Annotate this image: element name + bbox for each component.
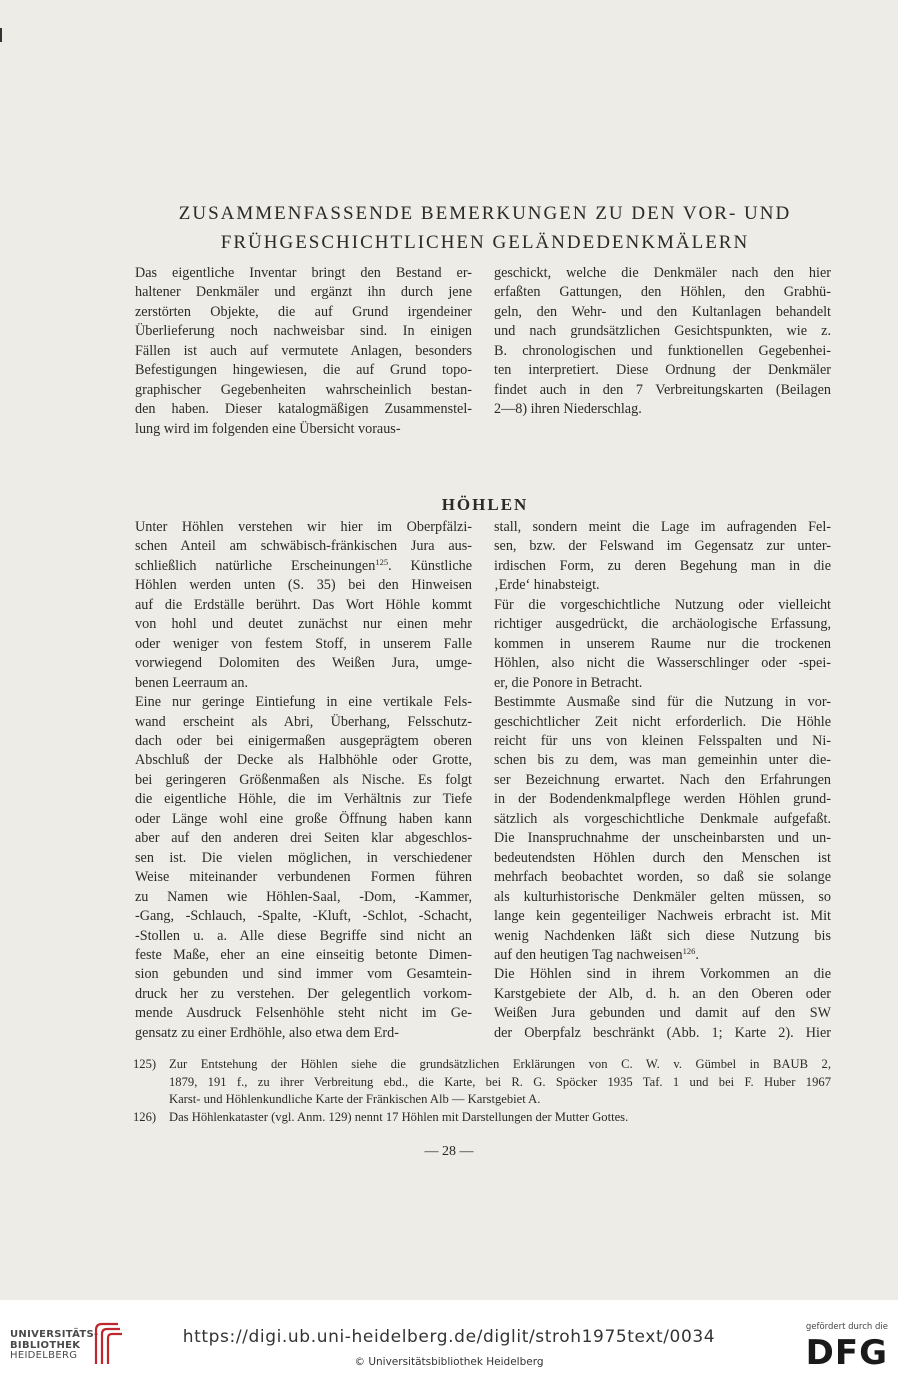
text-line: Bestimmte Ausmaße sind für die Nutzung in vor- <box>494 694 831 711</box>
footnote-text <box>169 1056 831 1109</box>
text-line: B. chronologischen und funktionellen Gegebenhei- <box>494 342 831 359</box>
text-line: lung wird im folgenden eine Übersicht voraus- <box>135 420 401 437</box>
footnotes <box>133 1056 831 1126</box>
text-line: geschickt, welche die Denkmäler nach den hier <box>494 265 831 281</box>
text-line: auf die Erdställe berührt. Das Wort Höhle kommt <box>135 596 472 613</box>
body-right-column <box>494 518 831 1043</box>
text-line: Befestigungen hingewiesen, die auf Grund topo- <box>135 362 472 379</box>
footnote-line: Das Höhlenkataster (vgl. Anm. 129) nennt 17 Höhlen mit Darstellungen der Mutter Gottes. <box>169 1109 629 1124</box>
text-line: oder Länge wohl eine große Öffnung haben kann <box>135 810 472 827</box>
text-line: schließlich natürliche Erscheinungen$^{125}$. Künstliche <box>135 556 473 574</box>
library-name-line: UNIVERSITÄTS- <box>10 1329 99 1340</box>
text-line: mehrfach beobachtet worden, so daß sie solange <box>494 869 831 886</box>
text-line: der Oberpfalz beschränkt (Abb. 1; Karte 2). Hier <box>494 1024 831 1041</box>
text-line: geschichtlicher Zeit nicht erforderlich. Die Höhle <box>494 713 831 730</box>
text-line: Überlieferung noch nachweisbar sind. In einigen <box>135 323 472 340</box>
footnote-reference-tail: . <box>695 946 699 963</box>
text-line: vorwiegend Dolomiten des Weißen Jura, umge- <box>135 655 472 672</box>
text-line: mende Ausdruck Felsenhöhle steht nicht im Ge- <box>135 1005 472 1022</box>
text-line: geln, den Wehr- und den Kultanlagen behandelt <box>494 303 831 320</box>
permalink-url[interactable]: https://digi.ub.uni-heidelberg.de/diglit/stroh1975text/0034 <box>182 1327 716 1347</box>
text-line: lange kein gegenteiliger Nachweis erbracht ist. Mit <box>494 908 831 925</box>
copyright-notice: © Universitätsbibliothek Heidelberg <box>354 1356 544 1368</box>
footnote-text <box>169 1109 831 1127</box>
text-line: und nach grundsätzlichen Gesichtspunkten, wie z. <box>494 323 831 340</box>
text-line: Fällen ist auch auf vermutete Anlagen, besonders <box>135 342 472 359</box>
text-line: Höhlen, also nicht die Wasserschlinger oder -spei- <box>494 655 831 672</box>
text-line: zu Namen wie Höhlen-Saal, -Dom, -Kammer, <box>135 888 472 905</box>
intro-right-column <box>494 264 831 420</box>
footnote <box>133 1056 831 1109</box>
text-line: schen bis zu dem, was man gemeinhin unter die- <box>494 752 831 769</box>
text-line: stall, sondern meint die Lage im aufragenden Fel- <box>494 519 831 535</box>
text-line: zerstörten Objekte, die auf Grund irgendeiner <box>135 303 472 320</box>
chapter-title <box>120 199 850 257</box>
text-line: wand erscheint als Abri, Überhang, Felsschutz- <box>135 713 472 730</box>
text-line: -Stollen u. a. Alle diese Begriffe sind nicht an <box>135 927 472 944</box>
library-name-line: BIBLIOTHEK <box>10 1339 81 1351</box>
text-line: richtiger ausgedrückt, die archäologische Erfassung, <box>494 616 831 633</box>
text-line: bedeutendsten Höhlen durch den Menschen ist <box>494 849 831 866</box>
page-number: — 28 — <box>424 1144 474 1159</box>
text-line: Weise miteinander verbundenen Formen führen <box>135 869 472 886</box>
text-line: den haben. Dieser katalogmäßigen Zusammenstel- <box>135 401 472 418</box>
text-line: die eigentliche Höhle, die im Verhältnis zur Tiefe <box>135 791 472 808</box>
text-line: 2—8) ihren Niederschlag. <box>494 401 642 418</box>
text-line: Die Inanspruchnahme der unscheinbarsten und un- <box>494 830 831 847</box>
funded-by-label: gefördert durch die <box>805 1322 888 1332</box>
text-line: Höhlen werden unten (S. 35) bei den Hinweisen <box>135 577 472 594</box>
text-line: Abschluß der Decke als Halbhöhle oder Grotte, <box>135 752 472 769</box>
text-line: reicht für uns von kleinen Felsspalten und Ni- <box>494 732 831 749</box>
text-line: sen, bzw. der Felswand im Gegensatz zur unter- <box>494 538 831 555</box>
text-line: Für die vorgeschichtliche Nutzung oder vielleicht <box>494 596 831 613</box>
footnote-reference[interactable]: 126 <box>682 945 696 956</box>
footnote-line: Zur Entstehung der Höhlen siehe die grundsätzlichen Erklärungen von C. W. v. Gümbel in BAUB 2, <box>169 1057 831 1071</box>
text-line: Unter Höhlen verstehen wir hier im Oberpfälzi- <box>135 519 472 535</box>
text-line: irdischen Form, zu deren Begehung man in die <box>494 557 831 574</box>
text-line: sion gebunden und sind immer vom Gesamtein- <box>135 966 472 983</box>
text-line: kommen in unserem Raume nur die trockenen <box>494 635 831 652</box>
text-line: in der Bodendenkmalpflege werden Höhlen grund- <box>494 791 831 808</box>
text-line: er, die Ponore in Betracht. <box>494 674 643 691</box>
text-line: sätzlich als vorgeschichtliche Denkmale aufgefaßt. <box>494 810 831 827</box>
footnote-number: 126) <box>133 1109 157 1124</box>
intro-left-column <box>135 264 472 439</box>
text-line: wenig Nachdenken läßt sich diese Nutzung bis <box>494 927 831 944</box>
body-left-column <box>135 518 472 1043</box>
text-line: sen ist. Die vielen möglichen, in verschiedener <box>135 849 472 866</box>
footnote-line: 1879, 191 f., zu ihrer Verbreitung ebd., die Karte, bei R. G. Spöcker 1935 Taf. 1 und bei F. Huber 1967 <box>169 1074 831 1089</box>
footnote-line: Karst- und Höhlenkundliche Karte der Fränkischen Alb — Karstgebiet A. <box>169 1092 541 1106</box>
text-line: oder weniger von festem Stoff, in unserem Falle <box>135 635 472 652</box>
chapter-title-line: FRÜHGESCHICHTLICHEN GELÄNDEDENKMÄLERN <box>220 231 750 253</box>
chapter-title-line: ZUSAMMENFASSENDE BEMERKUNGEN ZU DEN VOR- UND <box>178 202 792 224</box>
text-line: Karstgebiete der Alb, d. h. an den Oberen oder <box>494 985 831 1002</box>
text-line: dach oder bei einigermaßen ausgeprägtem oberen <box>135 732 472 749</box>
text-line: Das eigentliche Inventar bringt den Bestand er- <box>135 265 472 281</box>
footnote-reference[interactable]: 125 <box>375 556 389 567</box>
section-title: HÖHLEN <box>441 495 529 515</box>
text-line: haltener Denkmäler und ergänzt ihn durch jene <box>135 284 472 301</box>
text-line: graphischer Gegebenheiten wahrscheinlich bestan- <box>135 381 472 398</box>
text-line: ser Bezeichnung erwartet. Nach den Erfahrungen <box>494 771 831 788</box>
text-line: -Gang, -Schlauch, -Spalte, -Kluft, -Schlot, -Schacht, <box>135 908 472 925</box>
dfg-logo[interactable]: DFG <box>805 1333 888 1373</box>
text-line: erfaßten Gattungen, den Höhlen, den Grabhü- <box>494 284 831 301</box>
footnote-number: 125) <box>133 1057 157 1071</box>
crop-mark <box>0 28 2 42</box>
text-line: feste Maße, eher an eine einseitig betonte Dimen- <box>135 946 472 963</box>
text-line: gensatz zu einer Erdhöhle, also etwa dem Erd- <box>135 1024 399 1041</box>
text-line: als kulturhistorische Denkmäler gelten müssen, so <box>494 888 831 905</box>
text-line: aber auf den anderen drei Seiten klar abgeschlos- <box>135 830 472 847</box>
text-line: ‚Erde‘ hinabsteigt. <box>494 577 600 594</box>
text-line: auf den heutigen Tag nachweisen$^{126}$. <box>494 945 699 963</box>
text-line: schen Anteil am schwäbisch-fränkischen Jura aus- <box>135 538 472 555</box>
text-line: Eine nur geringe Eintiefung in eine vertikale Fels- <box>135 694 472 711</box>
library-name-line: HEIDELBERG <box>10 1350 78 1361</box>
text-line: von hohl und deutet zunächst nur einen mehr <box>135 616 472 633</box>
footnote <box>133 1109 831 1127</box>
text-line: Weißen Jura gebunden und damit auf den SW <box>494 1005 831 1022</box>
viewer-footer <box>0 1300 898 1378</box>
text-line: benen Leerraum an. <box>135 674 249 691</box>
text-line: findet auch in den 7 Verbreitungskarten (Beilagen <box>494 381 831 398</box>
footnote-reference-tail: . Künstliche <box>388 557 473 574</box>
text-line: ten interpretiert. Diese Ordnung der Denkmäler <box>494 362 831 379</box>
text-line: druck her zu verstehen. Der gelegentlich vorkom- <box>135 985 472 1002</box>
text-line: Die Höhlen sind in ihrem Vorkommen an die <box>494 966 831 983</box>
text-line: bei geringeren Größenmaßen als Nische. Es folgt <box>135 771 472 788</box>
